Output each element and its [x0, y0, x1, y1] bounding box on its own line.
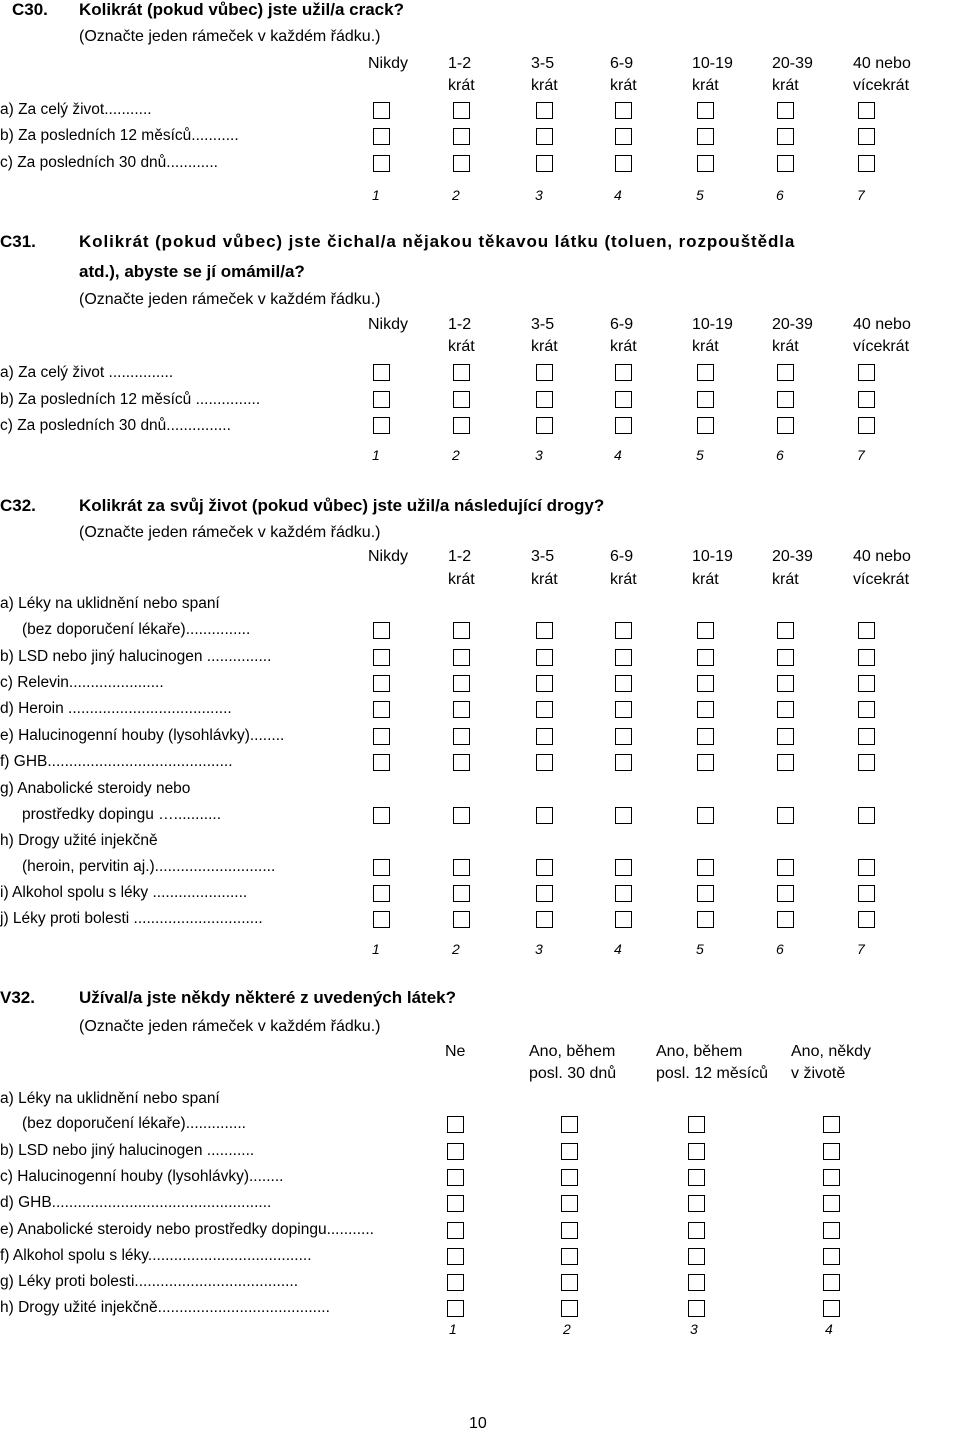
c32-row-5-option-5[interactable] [697, 728, 714, 745]
c32-row-8-option-3[interactable] [536, 859, 553, 876]
c32-row-8-option-2[interactable] [453, 859, 470, 876]
c32-row-2-option-2[interactable] [453, 649, 470, 666]
c32-row-label-6: f) GHB........................................... [0, 753, 233, 770]
v32-row-7-option-2[interactable] [561, 1274, 578, 1291]
c32-row-7-option-5[interactable] [697, 807, 714, 824]
v32-row-4-option-4[interactable] [823, 1195, 840, 1212]
c32-header-5: 10-19 [692, 548, 733, 565]
c32-row-6-option-1[interactable] [373, 754, 390, 771]
c30-row-2-option-1[interactable] [373, 128, 390, 145]
c32-row-3-option-6[interactable] [777, 675, 794, 692]
c32-row-label-9: i) Alkohol spolu s léky ...................... [0, 884, 248, 901]
instruction-c31: (Označte jeden rámeček v každém řádku.) [79, 291, 381, 308]
v32-header-2: Ano, během [529, 1043, 616, 1060]
c32-row-8-option-4[interactable] [615, 859, 632, 876]
v32-header-4: Ano, někdy [791, 1043, 872, 1060]
c30-row-3-option-7[interactable] [858, 155, 875, 172]
c32-header-sub-3: krát [531, 571, 558, 588]
c31-row-2-option-4[interactable] [615, 391, 632, 408]
v32-header-sub-3: posl. 12 měsíců [656, 1065, 769, 1082]
c30-row-label-3: c) Za posledních 30 dnů............ [0, 154, 218, 171]
c32-row-10-option-3[interactable] [536, 911, 553, 928]
c32-header-sub-6: krát [772, 571, 799, 588]
c32-row-3-option-1[interactable] [373, 675, 390, 692]
v32-row-label-6: f) Alkohol spolu s léky...................................... [0, 1247, 312, 1264]
c32-row-6-option-2[interactable] [453, 754, 470, 771]
question-title-c31-line1: Kolikrát (pokud vůbec) jste čichal/a nějakou těkavou látku (toluen, rozpouštědla [79, 232, 796, 251]
c32-row-6-option-7[interactable] [858, 754, 875, 771]
c31-header-7: 40 nebo [853, 316, 911, 333]
c32-row-4-option-2[interactable] [453, 701, 470, 718]
c30-code-6: 6 [776, 187, 784, 203]
c32-header-sub-7: vícekrát [853, 571, 910, 588]
c32-row-9-option-7[interactable] [858, 885, 875, 902]
c31-header-5: 10-19 [692, 316, 733, 333]
v32-row-3-option-3[interactable] [688, 1169, 705, 1186]
c32-header-sub-4: krát [610, 571, 637, 588]
c31-row-3-option-5[interactable] [697, 417, 714, 434]
c30-row-3-option-1[interactable] [373, 155, 390, 172]
v32-row-label-5: e) Anabolické steroidy nebo prostředky dopingu........... [0, 1221, 374, 1238]
question-number-c31: C31. [0, 232, 36, 251]
c31-row-3-option-1[interactable] [373, 417, 390, 434]
c32-row-6-option-4[interactable] [615, 754, 632, 771]
c32-row-6-option-5[interactable] [697, 754, 714, 771]
c32-row-3-option-4[interactable] [615, 675, 632, 692]
v32-row-label-3: c) Halucinogenní houby (lysohlávky)........ [0, 1168, 284, 1185]
c32-row-6-option-3[interactable] [536, 754, 553, 771]
c32-header-7: 40 nebo [853, 548, 911, 565]
c32-header-2: 1-2 [448, 548, 472, 565]
v32-row-label-4: d) GHB................................................... [0, 1194, 272, 1211]
c31-header-6: 20-39 [772, 316, 813, 333]
v32-row-3-option-4[interactable] [823, 1169, 840, 1186]
c31-header-sub-5: krát [692, 338, 719, 355]
v32-row-8-option-2[interactable] [561, 1300, 578, 1317]
v32-row-label-2: b) LSD nebo jiný halucinogen ........... [0, 1142, 255, 1159]
c32-row-label-5: e) Halucinogenní houby (lysohlávky)........ [0, 727, 285, 744]
c32-row-8-option-1[interactable] [373, 859, 390, 876]
c31-row-3-option-2[interactable] [453, 417, 470, 434]
v32-row-2-option-4[interactable] [823, 1143, 840, 1160]
c32-row-8-option-7[interactable] [858, 859, 875, 876]
v32-header-sub-2: posl. 30 dnů [529, 1065, 617, 1082]
c30-row-3-option-3[interactable] [536, 155, 553, 172]
c32-row-7-option-7[interactable] [858, 807, 875, 824]
instruction-c30: (Označte jeden rámeček v každém řádku.) [79, 28, 381, 45]
instruction-v32: (Označte jeden rámeček v každém řádku.) [79, 1018, 381, 1035]
c31-code-7: 7 [857, 447, 865, 463]
v32-row-5-option-1[interactable] [447, 1222, 464, 1239]
c32-row-10-option-5[interactable] [697, 911, 714, 928]
c30-row-1-option-6[interactable] [777, 102, 794, 119]
c32-row-9-option-6[interactable] [777, 885, 794, 902]
c31-row-1-option-7[interactable] [858, 364, 875, 381]
c32-header-3: 3-5 [531, 548, 555, 565]
c32-row-5-option-1[interactable] [373, 728, 390, 745]
c30-code-7: 7 [857, 187, 865, 203]
c31-row-1-option-5[interactable] [697, 364, 714, 381]
c32-row-7-option-2[interactable] [453, 807, 470, 824]
c32-row-5-option-3[interactable] [536, 728, 553, 745]
c30-row-1-option-2[interactable] [453, 102, 470, 119]
c30-header-2: 1-2 [448, 55, 472, 72]
page-number: 10 [469, 1415, 487, 1432]
c30-code-2: 2 [452, 187, 460, 203]
c32-row-2-option-5[interactable] [697, 649, 714, 666]
v32-row-2-option-2[interactable] [561, 1143, 578, 1160]
v32-row-7-option-3[interactable] [688, 1274, 705, 1291]
c32-row-label-8-cont: (heroin, pervitin aj.)............................ [22, 858, 276, 875]
v32-row-1-option-4[interactable] [823, 1116, 840, 1133]
c30-row-3-option-4[interactable] [615, 155, 632, 172]
c32-row-8-option-5[interactable] [697, 859, 714, 876]
v32-row-6-option-2[interactable] [561, 1248, 578, 1265]
c32-row-1-option-3[interactable] [536, 622, 553, 639]
c32-code-7: 7 [857, 941, 865, 957]
c30-row-2-option-7[interactable] [858, 128, 875, 145]
c30-code-3: 3 [535, 187, 543, 203]
c30-row-2-option-4[interactable] [615, 128, 632, 145]
c32-row-1-option-2[interactable] [453, 622, 470, 639]
v32-row-2-option-1[interactable] [447, 1143, 464, 1160]
c31-row-1-option-4[interactable] [615, 364, 632, 381]
question-title-c30: Kolikrát (pokud vůbec) jste užil/a crack? [79, 0, 404, 19]
c32-row-2-option-7[interactable] [858, 649, 875, 666]
question-title-v32: Užíval/a jste někdy některé z uvedených látek? [79, 988, 456, 1007]
c30-header-sub-7: vícekrát [853, 77, 910, 94]
c32-row-2-option-3[interactable] [536, 649, 553, 666]
v32-row-1-option-3[interactable] [688, 1116, 705, 1133]
c31-row-2-option-3[interactable] [536, 391, 553, 408]
c32-row-3-option-7[interactable] [858, 675, 875, 692]
v32-header-1: Ne [445, 1043, 466, 1060]
c32-row-1-option-1[interactable] [373, 622, 390, 639]
v32-row-4-option-3[interactable] [688, 1195, 705, 1212]
c31-header-sub-7: vícekrát [853, 338, 910, 355]
c32-row-9-option-3[interactable] [536, 885, 553, 902]
c32-row-7-option-3[interactable] [536, 807, 553, 824]
v32-row-label-7: g) Léky proti bolesti...................................... [0, 1273, 299, 1290]
c32-row-9-option-2[interactable] [453, 885, 470, 902]
c32-row-9-option-1[interactable] [373, 885, 390, 902]
v32-row-label-1: a) Léky na uklidnění nebo spaní [0, 1090, 220, 1107]
c31-header-4: 6-9 [610, 316, 634, 333]
c30-row-2-option-3[interactable] [536, 128, 553, 145]
c32-row-5-option-6[interactable] [777, 728, 794, 745]
v32-row-7-option-4[interactable] [823, 1274, 840, 1291]
c31-row-2-option-6[interactable] [777, 391, 794, 408]
c30-row-1-option-1[interactable] [373, 102, 390, 119]
c32-row-6-option-6[interactable] [777, 754, 794, 771]
c30-header-7: 40 nebo [853, 55, 911, 72]
v32-row-6-option-3[interactable] [688, 1248, 705, 1265]
v32-row-4-option-2[interactable] [561, 1195, 578, 1212]
v32-row-5-option-3[interactable] [688, 1222, 705, 1239]
v32-header-3: Ano, během [656, 1043, 743, 1060]
c32-row-3-option-2[interactable] [453, 675, 470, 692]
c32-row-label-8: h) Drogy užité injekčně [0, 832, 158, 849]
c30-row-1-option-3[interactable] [536, 102, 553, 119]
c32-code-2: 2 [452, 941, 460, 957]
c31-row-1-option-6[interactable] [777, 364, 794, 381]
c32-row-4-option-5[interactable] [697, 701, 714, 718]
c32-row-1-option-4[interactable] [615, 622, 632, 639]
c30-row-1-option-4[interactable] [615, 102, 632, 119]
c32-code-1: 1 [372, 941, 380, 957]
v32-row-8-option-4[interactable] [823, 1300, 840, 1317]
c32-row-label-7-cont: prostředky dopingu …........... [22, 806, 222, 823]
c32-header-sub-2: krát [448, 571, 475, 588]
v32-row-label-8: h) Drogy užité injekčně........................................ [0, 1299, 330, 1316]
v32-code-4: 4 [825, 1321, 833, 1337]
c32-row-7-option-6[interactable] [777, 807, 794, 824]
c30-row-3-option-2[interactable] [453, 155, 470, 172]
c30-header-sub-2: krát [448, 77, 475, 94]
c30-row-1-option-7[interactable] [858, 102, 875, 119]
c32-row-label-3: c) Relevin...................... [0, 674, 164, 691]
v32-row-3-option-2[interactable] [561, 1169, 578, 1186]
c31-row-2-option-7[interactable] [858, 391, 875, 408]
c32-row-7-option-4[interactable] [615, 807, 632, 824]
question-number-c32: C32. [0, 496, 36, 515]
c32-header-sub-5: krát [692, 571, 719, 588]
c31-header-sub-2: krát [448, 338, 475, 355]
c32-header-6: 20-39 [772, 548, 813, 565]
c32-row-5-option-4[interactable] [615, 728, 632, 745]
c31-row-3-option-7[interactable] [858, 417, 875, 434]
c30-row-3-option-5[interactable] [697, 155, 714, 172]
c31-row-3-option-3[interactable] [536, 417, 553, 434]
v32-row-6-option-1[interactable] [447, 1248, 464, 1265]
c31-code-3: 3 [535, 447, 543, 463]
c30-row-label-2: b) Za posledních 12 měsíců........... [0, 127, 239, 144]
c31-row-3-option-6[interactable] [777, 417, 794, 434]
c30-row-3-option-6[interactable] [777, 155, 794, 172]
c32-row-10-option-1[interactable] [373, 911, 390, 928]
c31-row-2-option-5[interactable] [697, 391, 714, 408]
c30-header-sub-5: krát [692, 77, 719, 94]
c30-row-label-1: a) Za celý život........... [0, 101, 152, 118]
c32-row-7-option-1[interactable] [373, 807, 390, 824]
c30-header-5: 10-19 [692, 55, 733, 72]
v32-row-4-option-1[interactable] [447, 1195, 464, 1212]
question-number-v32: V32. [0, 988, 35, 1007]
c30-header-sub-4: krát [610, 77, 637, 94]
v32-row-1-option-1[interactable] [447, 1116, 464, 1133]
c32-row-9-option-5[interactable] [697, 885, 714, 902]
c32-row-label-2: b) LSD nebo jiný halucinogen ............... [0, 648, 272, 665]
c30-code-5: 5 [696, 187, 704, 203]
c30-row-2-option-6[interactable] [777, 128, 794, 145]
c31-code-4: 4 [614, 447, 622, 463]
c30-header-1: Nikdy [368, 55, 409, 72]
c31-header-1: Nikdy [368, 316, 409, 333]
c32-code-4: 4 [614, 941, 622, 957]
v32-row-5-option-2[interactable] [561, 1222, 578, 1239]
c31-header-sub-4: krát [610, 338, 637, 355]
c32-row-9-option-4[interactable] [615, 885, 632, 902]
c32-row-8-option-6[interactable] [777, 859, 794, 876]
c30-code-1: 1 [372, 187, 380, 203]
v32-code-2: 2 [563, 1321, 571, 1337]
c31-row-label-2: b) Za posledních 12 měsíců ............... [0, 391, 261, 408]
c32-row-10-option-6[interactable] [777, 911, 794, 928]
c31-row-1-option-2[interactable] [453, 364, 470, 381]
question-title-c32: Kolikrát za svůj život (pokud vůbec) jste užil/a následující drogy? [79, 496, 605, 515]
v32-row-5-option-4[interactable] [823, 1222, 840, 1239]
c32-row-1-option-5[interactable] [697, 622, 714, 639]
c32-row-3-option-3[interactable] [536, 675, 553, 692]
v32-row-8-option-3[interactable] [688, 1300, 705, 1317]
v32-code-1: 1 [449, 1321, 457, 1337]
c30-row-1-option-5[interactable] [697, 102, 714, 119]
c31-row-2-option-1[interactable] [373, 391, 390, 408]
c32-row-4-option-6[interactable] [777, 701, 794, 718]
instruction-c32: (Označte jeden rámeček v každém řádku.) [79, 524, 381, 541]
c32-row-1-option-7[interactable] [858, 622, 875, 639]
v32-row-3-option-1[interactable] [447, 1169, 464, 1186]
c31-code-1: 1 [372, 447, 380, 463]
c30-header-3: 3-5 [531, 55, 555, 72]
c32-row-1-option-6[interactable] [777, 622, 794, 639]
c31-code-2: 2 [452, 447, 460, 463]
c32-code-5: 5 [696, 941, 704, 957]
v32-row-2-option-3[interactable] [688, 1143, 705, 1160]
c32-row-label-1: a) Léky na uklidnění nebo spaní [0, 595, 220, 612]
v32-row-1-option-2[interactable] [561, 1116, 578, 1133]
c32-header-1: Nikdy [368, 548, 409, 565]
v32-row-label-1-cont: (bez doporučení lékaře).............. [22, 1115, 246, 1132]
v32-code-3: 3 [690, 1321, 698, 1337]
c30-header-4: 6-9 [610, 55, 634, 72]
c31-header-2: 1-2 [448, 316, 472, 333]
v32-row-8-option-1[interactable] [447, 1300, 464, 1317]
c30-code-4: 4 [614, 187, 622, 203]
c32-row-4-option-1[interactable] [373, 701, 390, 718]
c32-row-4-option-7[interactable] [858, 701, 875, 718]
c32-code-3: 3 [535, 941, 543, 957]
c31-code-6: 6 [776, 447, 784, 463]
c31-row-label-3: c) Za posledních 30 dnů............... [0, 417, 231, 434]
v32-row-7-option-1[interactable] [447, 1274, 464, 1291]
c32-row-5-option-2[interactable] [453, 728, 470, 745]
c32-row-label-4: d) Heroin ...................................... [0, 700, 232, 717]
v32-header-sub-4: v životě [791, 1065, 846, 1082]
c32-header-4: 6-9 [610, 548, 634, 565]
c30-header-sub-6: krát [772, 77, 799, 94]
c30-row-2-option-2[interactable] [453, 128, 470, 145]
c31-code-5: 5 [696, 447, 704, 463]
c31-row-2-option-2[interactable] [453, 391, 470, 408]
c32-row-2-option-4[interactable] [615, 649, 632, 666]
c32-row-10-option-4[interactable] [615, 911, 632, 928]
c30-header-sub-3: krát [531, 77, 558, 94]
c32-row-4-option-3[interactable] [536, 701, 553, 718]
c32-row-label-10: j) Léky proti bolesti .............................. [0, 910, 263, 927]
c31-row-1-option-1[interactable] [373, 364, 390, 381]
question-title-c31-line2: atd.), abyste se jí omámil/a? [79, 262, 305, 281]
c31-row-label-1: a) Za celý život ............... [0, 364, 174, 381]
c31-row-3-option-4[interactable] [615, 417, 632, 434]
c31-header-3: 3-5 [531, 316, 555, 333]
c32-row-2-option-6[interactable] [777, 649, 794, 666]
c30-header-6: 20-39 [772, 55, 813, 72]
c32-row-5-option-7[interactable] [858, 728, 875, 745]
c32-row-10-option-2[interactable] [453, 911, 470, 928]
question-number-c30: C30. [12, 0, 48, 19]
c32-row-3-option-5[interactable] [697, 675, 714, 692]
c31-header-sub-6: krát [772, 338, 799, 355]
c32-row-10-option-7[interactable] [858, 911, 875, 928]
c30-row-2-option-5[interactable] [697, 128, 714, 145]
c31-row-1-option-3[interactable] [536, 364, 553, 381]
v32-row-6-option-4[interactable] [823, 1248, 840, 1265]
c32-row-2-option-1[interactable] [373, 649, 390, 666]
c32-code-6: 6 [776, 941, 784, 957]
c32-row-label-7: g) Anabolické steroidy nebo [0, 780, 191, 797]
c31-header-sub-3: krát [531, 338, 558, 355]
c32-row-4-option-4[interactable] [615, 701, 632, 718]
c32-row-label-1-cont: (bez doporučení lékaře)............... [22, 621, 251, 638]
